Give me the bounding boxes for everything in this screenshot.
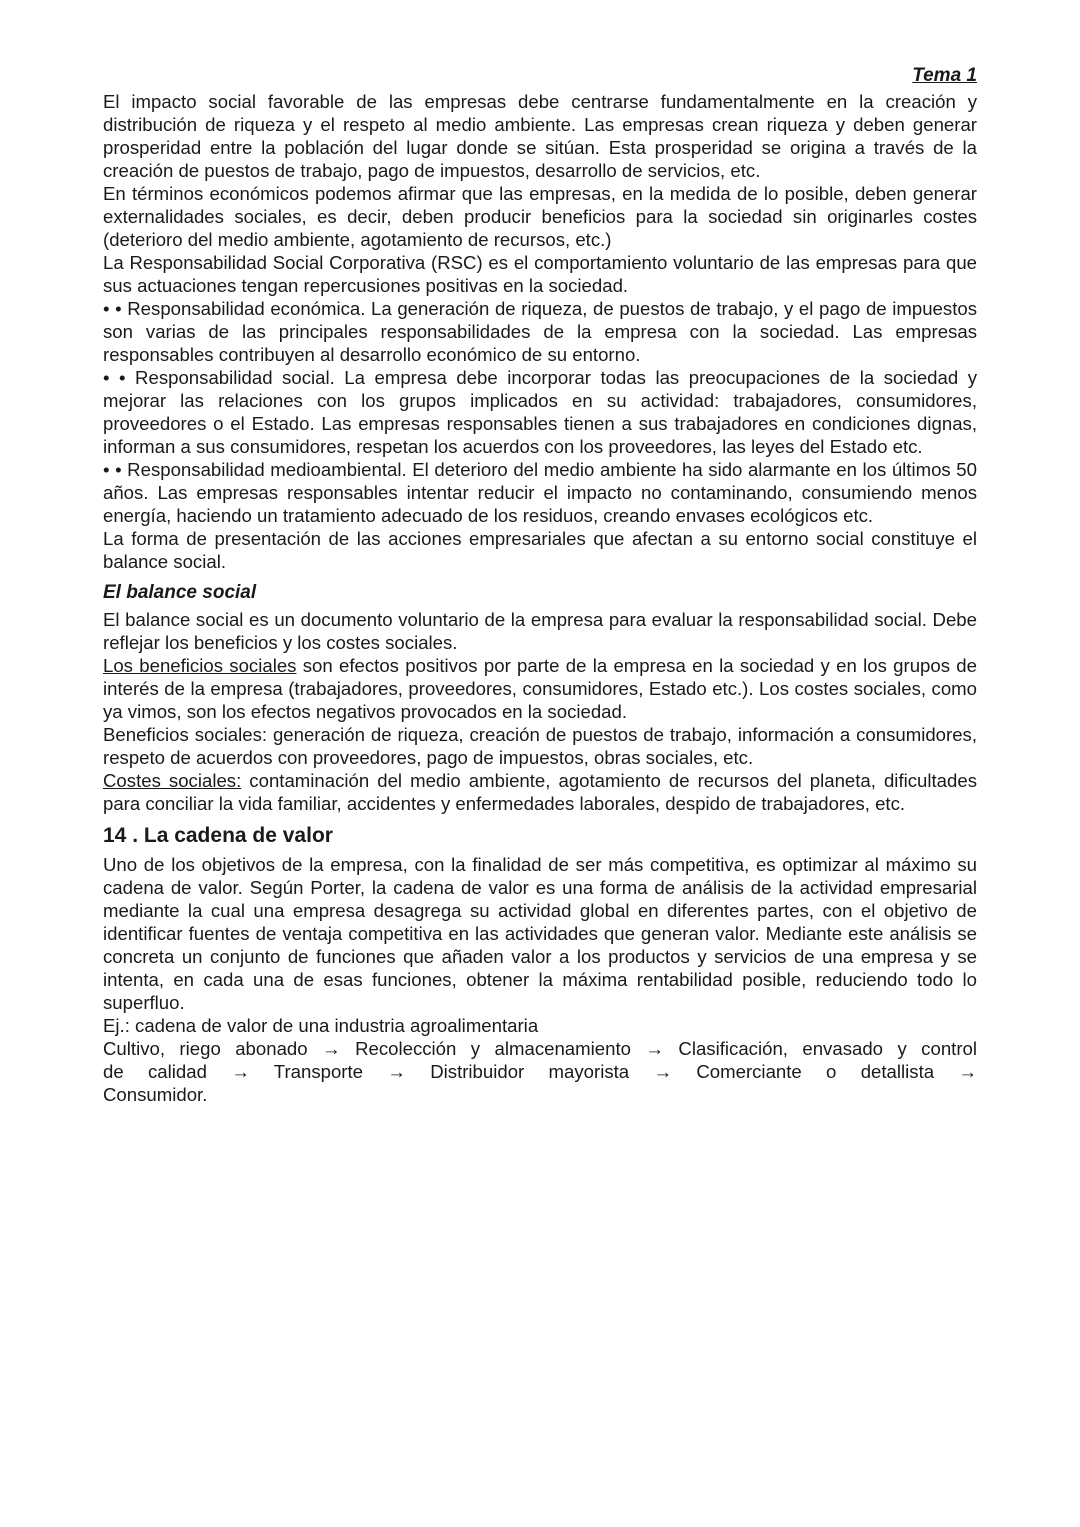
document-page <box>103 62 977 1106</box>
section-title-cadena-valor: 14 . La cadena de valor <box>103 824 333 847</box>
paragraph-balance-def: El balance social es un documento voluntario de la empresa para evaluar la responsabilidad social. Debe reflejar los beneficios y los costes sociales. <box>103 609 977 653</box>
text-costes-sociales: contaminación del medio ambiente, agotamiento de recursos del planeta, dificultades para conciliar la vida familiar, accidentes y enfermedades laborales, despido de trabajadores, etc. <box>103 770 977 814</box>
paragraph-beneficios-lista: Beneficios sociales: generación de riqueza, creación de puestos de trabajo, información a consumidores, respeto de acuerdos con proveedores, pago de impuestos, obras sociales, etc. <box>103 724 977 768</box>
page-header-title: Tema 1 <box>912 65 977 86</box>
paragraph-resp-medioambiental: • • Responsabilidad medioambiental. El deterioro del medio ambiente ha sido alarmante en los últimos 50 años. Las empresas responsables intentar reducir el impacto no contaminando, consumiendo menos energía, haciendo un tratamiento adecuado de los residuos, creando envases ecológicos etc. <box>103 459 977 526</box>
paragraph-costes-sociales <box>103 769 977 815</box>
paragraph-beneficios-sociales <box>103 654 977 723</box>
paragraph-cadena-valor: Uno de los objetivos de la empresa, con la finalidad de ser más competitiva, es optimizar al máximo su cadena de valor. Según Porter, la cadena de valor es una forma de análisis de la actividad empresarial mediante la cual una empresa desagrega su actividad global en diferentes partes, con el objetivo de identificar fuentes de ventaja competitiva en las actividades que generan valor. Mediante este análisis se concreta un conjunto de funciones que añaden valor a los productos y servicios de una empresa y se intenta, en cada una de esas funciones, obtener la máxima rentabilidad posible, reduciendo todo lo superfluo. <box>103 854 977 1013</box>
value-chain-line-1: Cultivo, riego abonado → Recolección y almacenamiento → Clasificación, envasado y control <box>103 1038 977 1059</box>
paragraph-resp-social: • • Responsabilidad social. La empresa debe incorporar todas las preocupaciones de la sociedad y mejorar las relaciones con los grupos implicados en su actividad: trabajadores, consumidores, proveedores o el Estado. Las empresas responsables tienen a sus trabajadores en condiciones dignas, informan a sus consumidores, respetan los acuerdos con los proveedores, las leyes del Estado etc. <box>103 367 977 457</box>
paragraph-externalidades: En términos económicos podemos afirmar que las empresas, en la medida de lo posible, deben generar externalidades sociales, es decir, deben producir beneficios para la sociedad sin originarles costes (deterioro del medio ambiente, agotamiento de recursos, etc.) <box>103 183 977 250</box>
paragraph-balance-intro: La forma de presentación de las acciones empresariales que afectan a su entorno social constituye el balance social. <box>103 528 977 572</box>
paragraph-ejemplo-label: Ej.: cadena de valor de una industria agroalimentaria <box>103 1015 539 1036</box>
value-chain-line-3: Consumidor. <box>103 1084 208 1105</box>
paragraph-rsc: La Responsabilidad Social Corporativa (RSC) es el comportamiento voluntario de las empresas para que sus actuaciones tengan repercusiones positivas en la sociedad. <box>103 252 977 296</box>
term-beneficios-sociales: Los beneficios sociales <box>103 655 297 676</box>
term-costes-sociales: Costes sociales: <box>103 770 242 791</box>
text-beneficios-sociales: son efectos positivos por parte de la empresa en la sociedad y en los grupos de interés de la empresa (trabajadores, proveedores, consumidores, Estado etc.). Los costes sociales, como ya vimos, son los efectos negativos provocados en la sociedad. <box>103 655 977 722</box>
paragraph-impacto: El impacto social favorable de las empresas debe centrarse fundamentalmente en la creación y distribución de riqueza y el respeto al medio ambiente. Las empresas crean riqueza y deben generar prosperidad entre la población del lugar donde se sitúan. Esta prosperidad se origina a través de la creación de puestos de trabajo, pago de impuestos, desarrollo de servicios, etc. <box>103 91 977 181</box>
paragraph-resp-economica: • • Responsabilidad económica. La generación de riqueza, de puestos de trabajo, y el pago de impuestos son varias de las principales responsabilidades de la empresa con la sociedad. Las empresas responsables contribuyen al desarrollo económico de su entorno. <box>103 298 977 365</box>
section-title-balance-social: El balance social <box>103 582 257 603</box>
value-chain-line-2: de calidad → Transporte → Distribuidor mayorista → Comerciante o detallista → <box>103 1061 977 1082</box>
